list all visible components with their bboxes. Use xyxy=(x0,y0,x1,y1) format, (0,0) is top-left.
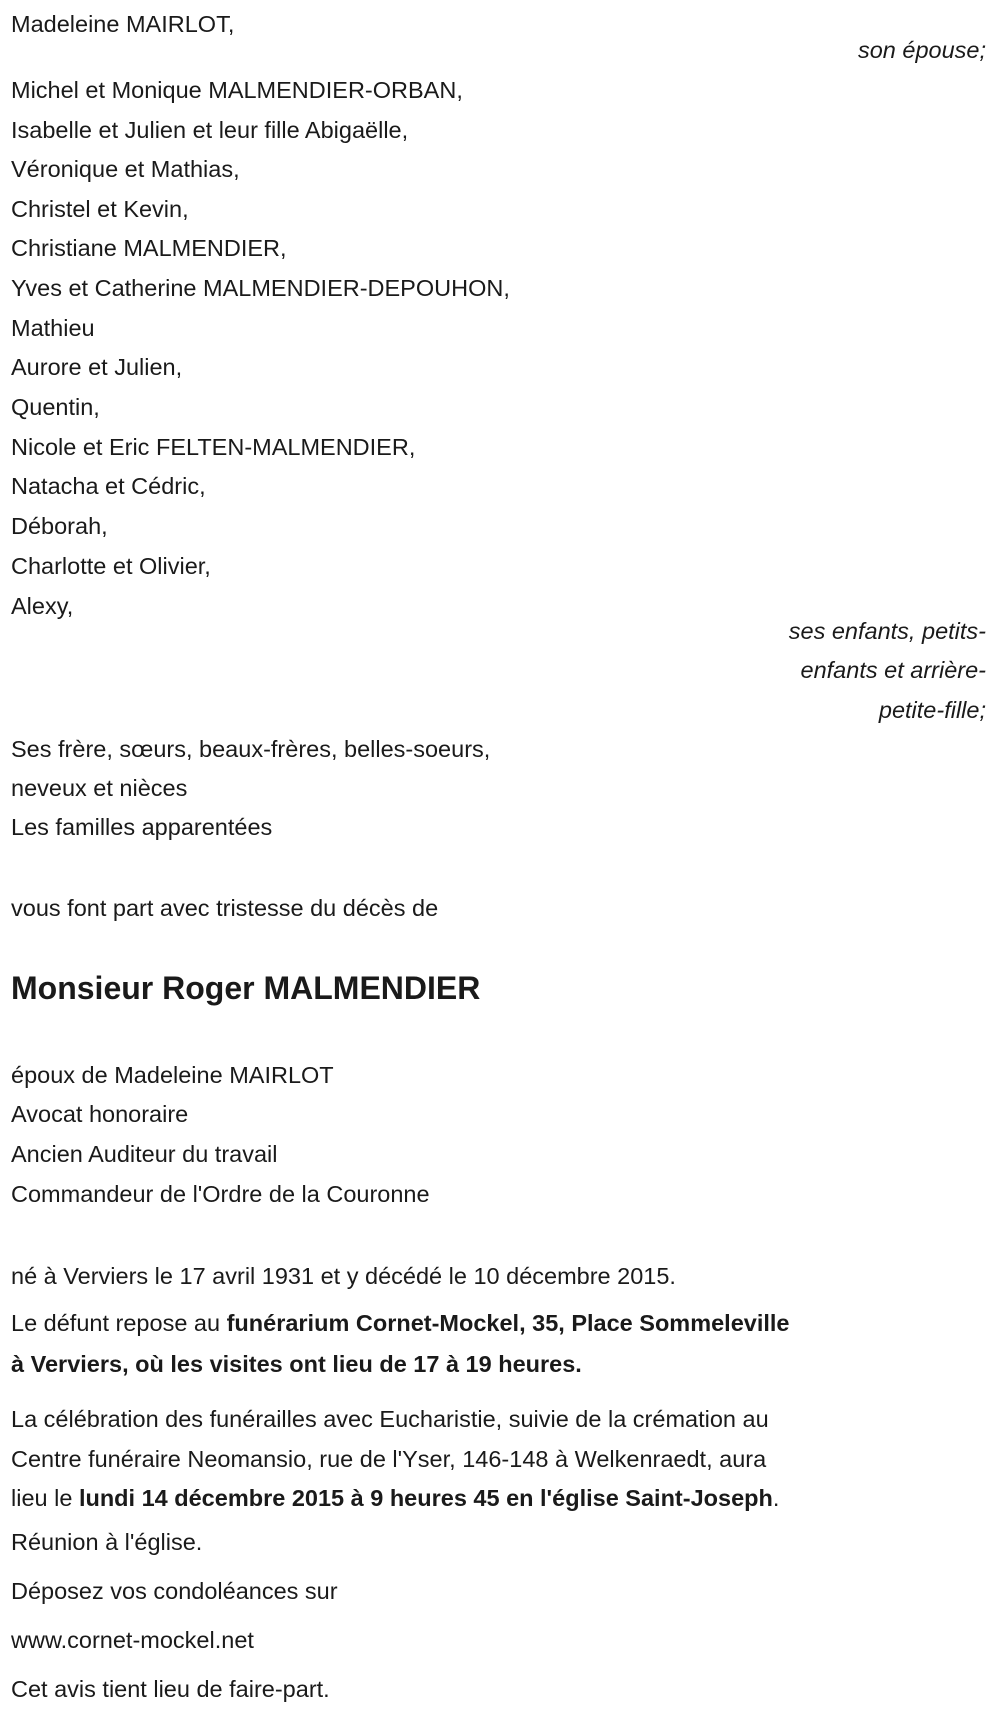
family-line: Aurore et Julien, xyxy=(11,354,183,380)
rest-line-2 xyxy=(11,1344,582,1384)
ceremony-line: La célébration des funérailles avec Eucharistie, suivie de la crémation au xyxy=(11,1406,769,1432)
family-line: Isabelle et Julien et leur fille Abigaëlle, xyxy=(11,117,409,143)
rest-prefix: Le défunt repose au xyxy=(11,1310,227,1336)
family-line: Alexy, xyxy=(11,593,74,619)
ceremony-date: lundi 14 décembre 2015 à 9 heures 45 en l'église Saint-Joseph xyxy=(78,1485,773,1511)
ceremony-prefix: lieu le xyxy=(11,1485,79,1511)
ceremony-suffix: . xyxy=(772,1485,780,1511)
title-line: Avocat honoraire xyxy=(11,1101,189,1127)
birth-death: né à Verviers le 17 avril 1931 et y décédé le 10 décembre 2015. xyxy=(11,1263,676,1289)
family-line: Michel et Monique MALMENDIER-ORBAN, xyxy=(11,77,463,103)
children-role: ses enfants, petits- xyxy=(788,618,986,644)
website-link[interactable]: www.cornet-mockel.net xyxy=(11,1627,254,1653)
meeting: Réunion à l'église. xyxy=(11,1529,203,1555)
family-line: Charlotte et Olivier, xyxy=(11,553,211,579)
children-role: petite-fille; xyxy=(878,697,986,723)
relatives-line: Ses frère, sœurs, beaux-frères, belles-soeurs, xyxy=(11,736,491,762)
ceremony-line: Centre funéraire Neomansio, rue de l'Yser, 146-148 à Welkenraedt, aura xyxy=(11,1446,767,1472)
spouse-role: son épouse; xyxy=(857,37,986,63)
spouse-name: Madeleine MAIRLOT, xyxy=(11,11,235,37)
announcement: vous font part avec tristesse du décès de xyxy=(11,895,439,921)
rest-location: funérarium Cornet-Mockel, 35, Place Sommeleville xyxy=(226,1310,790,1336)
children-role: enfants et arrière- xyxy=(800,657,986,683)
rest-line-1 xyxy=(11,1303,790,1343)
deceased-name: Monsieur Roger MALMENDIER xyxy=(11,970,481,1006)
title-line: Ancien Auditeur du travail xyxy=(11,1141,278,1167)
family-line: Véronique et Mathias, xyxy=(11,156,240,182)
family-line: Christiane MALMENDIER, xyxy=(11,235,287,261)
title-line: Commandeur de l'Ordre de la Couronne xyxy=(11,1181,430,1207)
condolences: Déposez vos condoléances sur xyxy=(11,1578,338,1604)
rest-visits: à Verviers, où les visites ont lieu de 17 à 19 heures. xyxy=(11,1351,582,1377)
family-line: Déborah, xyxy=(11,513,108,539)
notice: Cet avis tient lieu de faire-part. xyxy=(11,1676,330,1702)
relatives-line: Les familles apparentées xyxy=(11,814,273,840)
family-line: Nicole et Eric FELTEN-MALMENDIER, xyxy=(11,434,416,460)
family-line: Quentin, xyxy=(11,394,100,420)
family-line: Mathieu xyxy=(11,315,95,341)
relatives-line: neveux et nièces xyxy=(11,775,188,801)
title-line: époux de Madeleine MAIRLOT xyxy=(11,1062,334,1088)
ceremony-line-3 xyxy=(11,1478,779,1518)
family-line: Natacha et Cédric, xyxy=(11,473,206,499)
family-line: Christel et Kevin, xyxy=(11,196,189,222)
family-line: Yves et Catherine MALMENDIER-DEPOUHON, xyxy=(11,275,510,301)
